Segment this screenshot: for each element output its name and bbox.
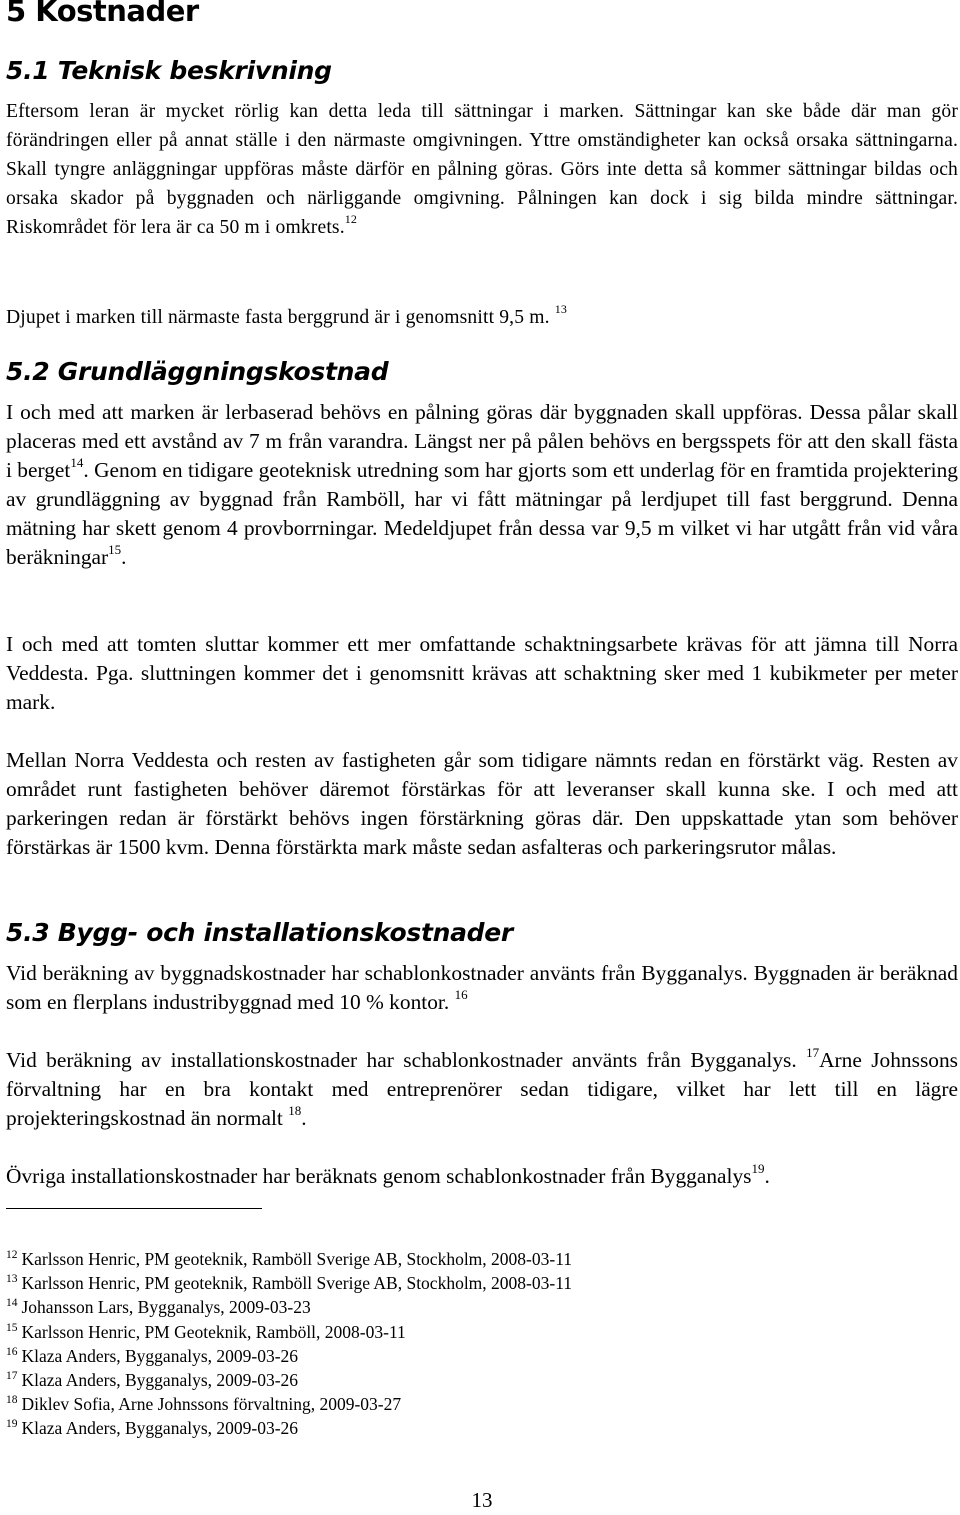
section-heading-5-1: 5.1 Teknisk beskrivning (6, 56, 332, 85)
footnote-separator (6, 1208, 262, 1209)
footnote-ref-18[interactable]: 18 (288, 1102, 302, 1118)
footnote-16: $^{16}$ Klaza Anders, Bygganalys, 2009-03-26 (6, 1345, 299, 1366)
footnote-ref-17[interactable]: 17 (806, 1044, 820, 1060)
section-heading-5-3: 5.3 Bygg- och installationskostnader (6, 918, 513, 947)
paragraph-5-3-2: Vid beräkning av installationskostnader har schablonkostnader använts från Bygganalys. $^{17}$Arne Johnssons förvaltning har en bra kontakt med entreprenörer sedan tidigare, vilket har lett till en lägre projekteringskostnad än normalt $^{18}$. (6, 1044, 958, 1130)
footnote-ref-12[interactable]: 12 (344, 212, 358, 227)
paragraph-5-3-1: Vid beräkning av byggnadskostnader har schablonkostnader använts från Bygganalys. Byggnaden är beräknad som en flerplans industribyggnad med 10 % kontor. $^{16}$ (6, 961, 958, 1014)
paragraph-5-2-1: I och med att marken är lerbaserad behövs en pålning göras där byggnaden skall uppföras. Dessa pålar skall placeras med ett avstånd av 7 m från varandra. Längst ner på pålen behövs en bergsspets för att den skall fästa i berget$^{14}$. Genom en tidigare geoteknisk utredning som har gjorts som ett underlag för en framtida projektering av grundläggning av byggnad från Ramböll, har vi fått mätningar på lerdjupet till fast berggrund. Denna mätning har skett genom 4 provborrningar. Medeldjupet från dessa var 9,5 m vilket vi har utgått från vid våra beräkningar$^{15}$. (6, 400, 958, 569)
paragraph-5-2-3: Mellan Norra Veddesta och resten av fastigheten går som tidigare nämnts redan en förstärkt väg. Resten av området runt fastigheten behöver däremot förstärkas för att leveranser skall kunna ske. I och med att parkeringen redan är förstärkt behövs ingen förstärkning göras där. Den uppskattade ytan som behöver förstärkas är 1500 kvm. Denna förstärkta mark måste sedan asfalteras och parkeringsrutor målas. (6, 748, 958, 859)
chapter-heading: 5 Kostnader (6, 0, 199, 28)
paragraph-5-3-3: Övriga installationskostnader har beräknats genom schablonkostnader från Bygganalys$^{19}$. (6, 1160, 770, 1188)
page-number: 13 (471, 1488, 493, 1512)
footnote-17: $^{17}$ Klaza Anders, Bygganalys, 2009-03-26 (6, 1369, 299, 1390)
footnote-18: $^{18}$ Diklev Sofia, Arne Johnssons förvaltning, 2009-03-27 (6, 1394, 402, 1415)
footnote-19: $^{19}$ Klaza Anders, Bygganalys, 2009-03-26 (6, 1418, 299, 1439)
footnote-14: $^{14}$ Johansson Lars, Bygganalys, 2009-03-23 (6, 1297, 311, 1318)
paragraph-5-1-1: Eftersom leran är mycket rörlig kan detta leda till sättningar i marken. Sättningar kan ske både där man gör förändringen eller på annat ställe i den närmaste omgivningen. Yttre omständigheter kan också orsaka sättningarna. Skall tyngre anläggningar uppföras måste därför en pålning göras. Görs inte detta så kommer sättningar bildas och orsaka skador på byggnaden och närliggande omgivning. Pålningen kan dock i sig bilda mindre sättningar. Riskområdet för lera är ca 50 m i omkrets.$^{12}$ (6, 101, 958, 238)
paragraph-5-1-2: Djupet i marken till närmaste fasta berggrund är i genomsnitt 9,5 m. $^{13}$ (6, 302, 568, 328)
footnote-list (6, 1247, 572, 1441)
paragraph-5-2-2: I och med att tomten sluttar kommer ett mer omfattande schaktningsarbete krävas för att jämna till Norra Veddesta. Pga. sluttningen kommer det i genomsnitt krävas att schaktning sker med 1 kubikmeter per meter mark. (6, 632, 958, 714)
footnote-ref-13[interactable]: 13 (554, 302, 568, 317)
footnote-ref-15[interactable]: 15 (108, 541, 122, 557)
footnote-15: $^{15}$ Karlsson Henric, PM Geoteknik, Ramböll, 2008-03-11 (6, 1321, 406, 1342)
footnote-ref-19[interactable]: 19 (751, 1160, 765, 1176)
footnote-12: $^{12}$ Karlsson Henric, PM geoteknik, Ramböll Sverige AB, Stockholm, 2008-03-11 (6, 1249, 573, 1269)
footnote-13: $^{13}$ Karlsson Henric, PM geoteknik, Ramböll Sverige AB, Stockholm, 2008-03-11 (6, 1273, 573, 1294)
section-heading-5-2: 5.2 Grundläggningskostnad (6, 357, 389, 386)
footnote-ref-14[interactable]: 14 (70, 454, 84, 470)
footnote-ref-16[interactable]: 16 (454, 986, 468, 1002)
